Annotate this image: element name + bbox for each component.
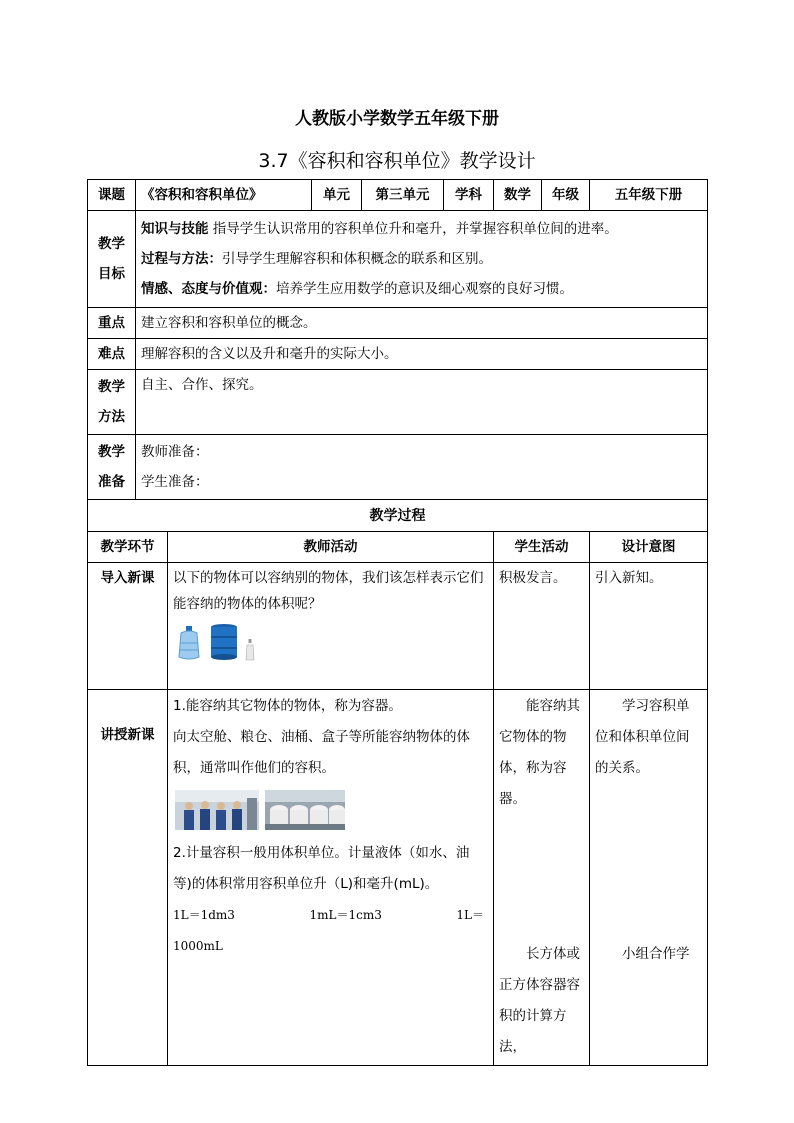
prep-content: [136, 435, 708, 500]
unit-formulas: [173, 900, 488, 931]
blue-barrel-icon: [209, 623, 239, 661]
unit-value: 第三单元: [362, 180, 444, 211]
teach-student-1: 能容纳其它物体的物体，称为容器。: [499, 698, 580, 807]
goal-process-label: 过程与方法：: [141, 251, 222, 267]
teach-point-3: 2.计量容积一般用体积单位。计量液体（如水、油等)的体积常用容积单位升（L)和毫升(mL)。: [173, 845, 470, 892]
header-teacher: 教师活动: [168, 532, 494, 563]
teach-student-2: 长方体或正方体容器容积的计算方法，: [499, 946, 580, 1055]
prep-label: 教学准备: [88, 435, 136, 500]
unit-label: 单元: [312, 180, 362, 211]
granary-photo: [265, 790, 345, 830]
goal-emotion-label: 情感、态度与价值观：: [141, 281, 276, 297]
prep-teacher: 教师准备：: [141, 444, 209, 460]
difficulty-value: 理解容积的含义以及升和毫升的实际大小。: [136, 339, 708, 370]
goal-knowledge-label: 知识与技能: [141, 221, 209, 237]
formula-ml-cm3: 1mL＝1cm3: [309, 908, 382, 922]
grade-label: 年级: [542, 180, 590, 211]
intro-teacher: [168, 563, 494, 690]
method-label: 教学方法: [88, 370, 136, 435]
teach-point-1: 1.能容纳其它物体的物体，称为容器。: [173, 698, 402, 714]
prep-student: 学生准备：: [141, 474, 209, 490]
document-subtitle: 3.7《容积和容积单位》教学设计: [258, 150, 536, 172]
subject-label: 学科: [444, 180, 494, 211]
header-student: 学生活动: [494, 532, 590, 563]
lesson-table: [87, 179, 708, 1066]
intro-intent: 引入新知。: [590, 563, 708, 690]
water-jug-icon: [175, 625, 203, 661]
goal-process-text: 引导学生理解容积和体积概念的联系和区别。: [222, 251, 492, 267]
topic-label: 课题: [88, 180, 136, 211]
teach-intent-2: 小组合作学: [622, 946, 690, 962]
goal-knowledge-text: 指导学生认识常用的容积单位升和毫升，并掌握容积单位间的进率。: [208, 221, 618, 237]
teach-stage: 讲授新课: [88, 690, 168, 1066]
goals-content: [136, 211, 708, 308]
subject-value: 数学: [494, 180, 542, 211]
intro-student: 积极发言。: [494, 563, 590, 690]
header-intent: 设计意图: [590, 532, 708, 563]
grade-value: 五年级下册: [590, 180, 708, 211]
key-label: 重点: [88, 308, 136, 339]
difficulty-label: 难点: [88, 339, 136, 370]
method-value: 自主、合作、探究。: [136, 370, 708, 435]
teach-intent: [590, 690, 708, 1066]
document-title: 人教版小学数学五年级下册: [295, 109, 499, 129]
header-stage: 教学环节: [88, 532, 168, 563]
goal-emotion-text: 培养学生应用数学的意识及细心观察的良好习惯。: [276, 281, 573, 297]
container-images: [175, 623, 488, 661]
teach-teacher: [168, 690, 494, 1066]
formula-liter-ml-left: 1L＝: [456, 908, 484, 922]
teach-intent-1: 学习容积单位和体积单位间的关系。: [595, 698, 690, 776]
teach-point-2: 向太空舱、粮仓、油桶、盒子等所能容纳物体的体积，通常叫作他们的容积。: [173, 729, 470, 776]
key-value: 建立容积和容积单位的概念。: [136, 308, 708, 339]
intro-stage: 导入新课: [88, 563, 168, 690]
bottle-icon: [245, 639, 255, 661]
intro-teacher-text: 以下的物体可以容纳别的物体，我们该怎样表示它们能容纳的物体的体积呢？: [173, 570, 484, 612]
topic-value: 《容积和容积单位》: [136, 180, 312, 211]
astronauts-photo: [175, 790, 259, 830]
goals-label: 教学目标: [88, 211, 136, 308]
teach-student: [494, 690, 590, 1066]
formula-liter-ml-right: 1000mL: [173, 939, 223, 953]
process-title: 教学过程: [88, 500, 708, 532]
container-photos: [175, 790, 488, 830]
formula-liter-dm3: 1L＝1dm3: [173, 908, 235, 922]
